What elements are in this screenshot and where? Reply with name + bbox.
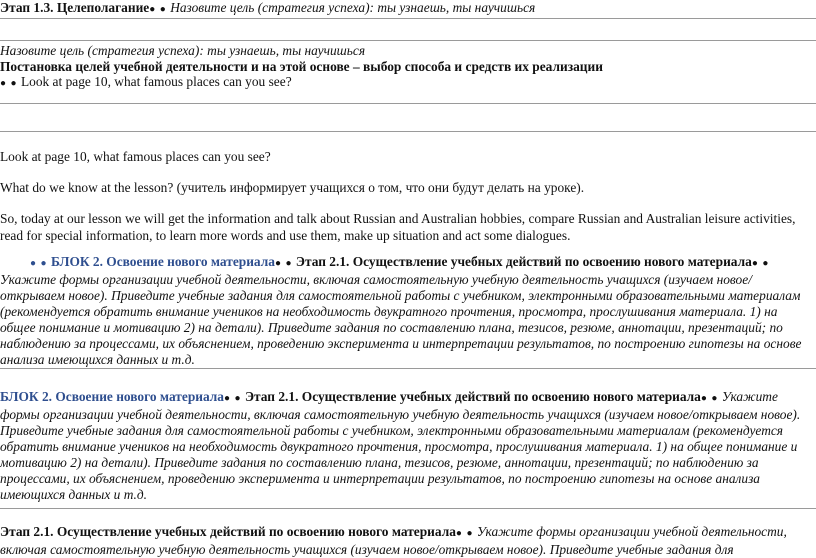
stage-2-1-block: [0, 524, 810, 558]
divider: [0, 508, 816, 509]
bullet-icon: ● ●: [30, 258, 48, 269]
stage-title: Этап 2.1. Осуществление учебных действий по освоению нового материала: [0, 524, 456, 539]
bullet-icon: ● ●: [0, 78, 18, 89]
stage-instructions: Укажите формы организации учебной деятельности, включая самостоятельную учебную деятельность учащихся (изучаем новое/открываем новое). Приведите учебные задания для самостоятельной работы с учебником, электронными образовательными материалам (рекомендуется обратить внимание учеников на необходимость двукратного прочтения, просмотра, прослушивания материала. 1) на общее понимание и мотивацию 2) на детали). Приведите задания по составлению плана, тезисов, резюме, аннотации, презентаций; по наблюдению за процессами, их объяснением, проведению эксперимента и интерпретации результатов, по построению гипотезы на основе анализа имеющихся данных и т.д.: [0, 389, 801, 502]
stage-title: Этап 2.1. Осуществление учебных действий по освоению нового материала: [292, 254, 752, 269]
stage-instructions: Укажите формы организации учебной деятельности, включая самостоятельную учебную деятельность учащихся (изучаем новое/открываем новое). Приведите учебные задания для: [0, 524, 787, 557]
goal-heading: Постановка целей учебной деятельности и на этой основе – выбор способа и средств их реализации: [0, 58, 603, 74]
divider: [0, 131, 816, 132]
goal-block: [0, 43, 810, 92]
bullet-icon: ● ●: [455, 528, 474, 539]
lesson-know-question: What do we know at the lesson? (учитель информирует учащихся о том, что они будут делать на уроке).: [0, 180, 585, 195]
divider: [0, 40, 816, 41]
stage-header: [0, 0, 810, 18]
stage-instructions: Укажите формы организации учебной деятельности, включая самостоятельную учебную деятельность учащихся (изучаем новое/открываем новое). Приведите учебные задания для самостоятельной работы с учебником, электронными образовательными материалам (рекомендуется обратить внимание учеников на необходимость двукратного прочтения, просмотра, прослушивания материала. 1) на общее понимание и мотивацию 2) на детали). Приведите задания по составлению плана, тезисов, резюме, аннотации, презентаций; по наблюдению за процессами, их объяснением, проведению эксперимента и интерпретации результатов, по построению гипотезы на основе анализа имеющихся данных и т.д.: [0, 272, 802, 367]
bullet-icon: ● ●: [274, 258, 293, 269]
bullet-icon: ● ●: [751, 258, 770, 269]
divider: [0, 103, 816, 104]
blok-title: БЛОК 2. Освоение нового материала: [0, 389, 225, 404]
divider: [0, 368, 816, 369]
goal-question: ● ● Look at page 10, what famous places can you see?: [0, 74, 292, 89]
new-material-block: [0, 254, 810, 368]
goal-task: Назовите цель (стратегия успеха): ты узнаешь, ты научишься: [0, 43, 366, 58]
stage-title: Этап 2.1. Осуществление учебных действий по освоению нового материала: [241, 389, 701, 404]
bullet-icon: ● ●: [224, 393, 242, 404]
blok-title: БЛОК 2. Освоение нового материала: [47, 254, 275, 269]
bullet-icon: ● ●: [149, 4, 167, 15]
stage-title: Этап 1.3. Целеполагание: [0, 0, 150, 15]
stage-task: Назовите цель (стратегия успеха): ты узнаешь, ты научишься: [166, 0, 536, 15]
divider: [0, 18, 816, 19]
lesson-summary: So, today at our lesson we will get the information and talk about Russian and Australian hobbies, compare Russian and Australian leisure activities, read for special information, to learn more words and use them, make up situation and act some dialogues.: [0, 211, 796, 243]
bullet-icon: ● ●: [700, 393, 719, 404]
new-material-block-repeat: [0, 389, 810, 503]
lesson-question: Look at page 10, what famous places can you see?: [0, 149, 271, 164]
